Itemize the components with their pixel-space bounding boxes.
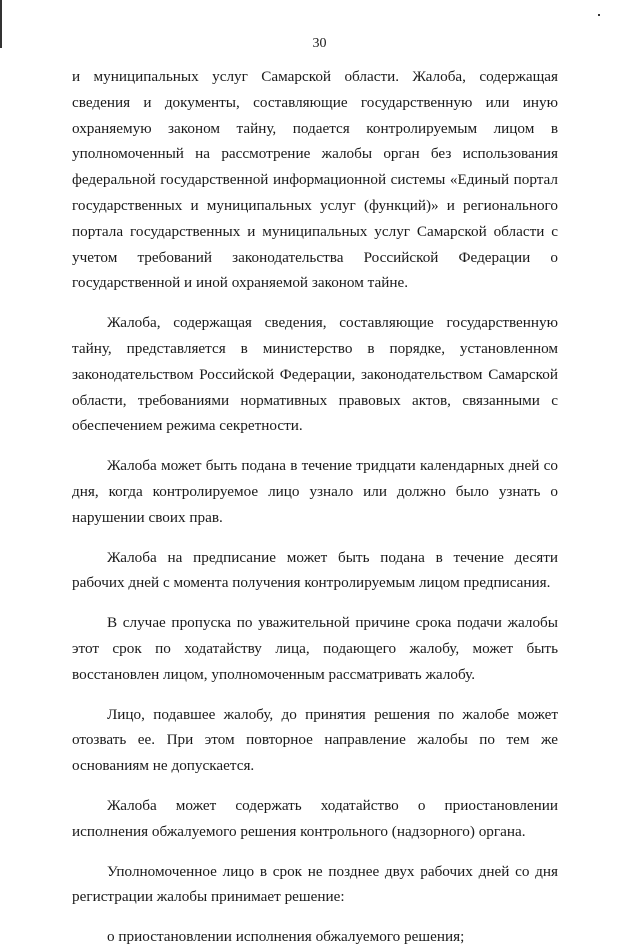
page-number: 30 <box>312 36 327 51</box>
paragraph: Жалоба может содержать ходатайство о приостановлении исполнения обжалуемого решения контрольного (надзорного) органа. <box>72 796 558 840</box>
paragraph: Лицо, подавшее жалобу, до принятия решения по жалобе может отозвать ее. При этом повторное направление жалобы по тем же основаниям не допускается. <box>72 705 558 775</box>
paragraph: Жалоба может быть подана в течение тридцати календарных дней со дня, когда контролируемое лицо узнало или должно было узнать о нарушении своих прав. <box>72 457 558 526</box>
paragraph: о приостановлении исполнения обжалуемого решения; <box>107 928 465 946</box>
document-body <box>72 64 558 950</box>
paragraph: Жалоба на предписание может быть подана в течение десяти рабочих дней с момента получения контролируемым лицом предписания. <box>72 548 558 592</box>
paragraph: Уполномоченное лицо в срок не позднее двух рабочих дней со дня регистрации жалобы принимает решение: <box>72 862 558 906</box>
paragraph: В случае пропуска по уважительной причине срока подачи жалобы этот срок по ходатайству лица, подающего жалобу, может быть восстановлен лицом, уполномоченным рассматривать жалобу. <box>72 614 558 683</box>
paragraph: и муниципальных услуг Самарской области. Жалоба, содержащая сведения и документы, составляющие государственную или иную охраняемую законом тайну, подается контролируемым лицом в уполномоченный на рассмотрение жалобы орган без использования федеральной государственной информационной системы «Единый портал государственных и муниципальных услуг (функций)» и регионального портала государственных и муниципальных услуг Самарской области с учетом требований законодательства Российской Федерации о государственной и иной охраняемой законом тайне. <box>72 68 558 292</box>
scan-dot <box>598 14 600 16</box>
paragraph: Жалоба, содержащая сведения, составляющие государственную тайну, представляется в министерство в порядке, установленном законодательством Российской Федерации, законодательством Самарской области, требованиями нормативных правовых актов, связанными с обеспечением режима секретности. <box>72 314 558 435</box>
